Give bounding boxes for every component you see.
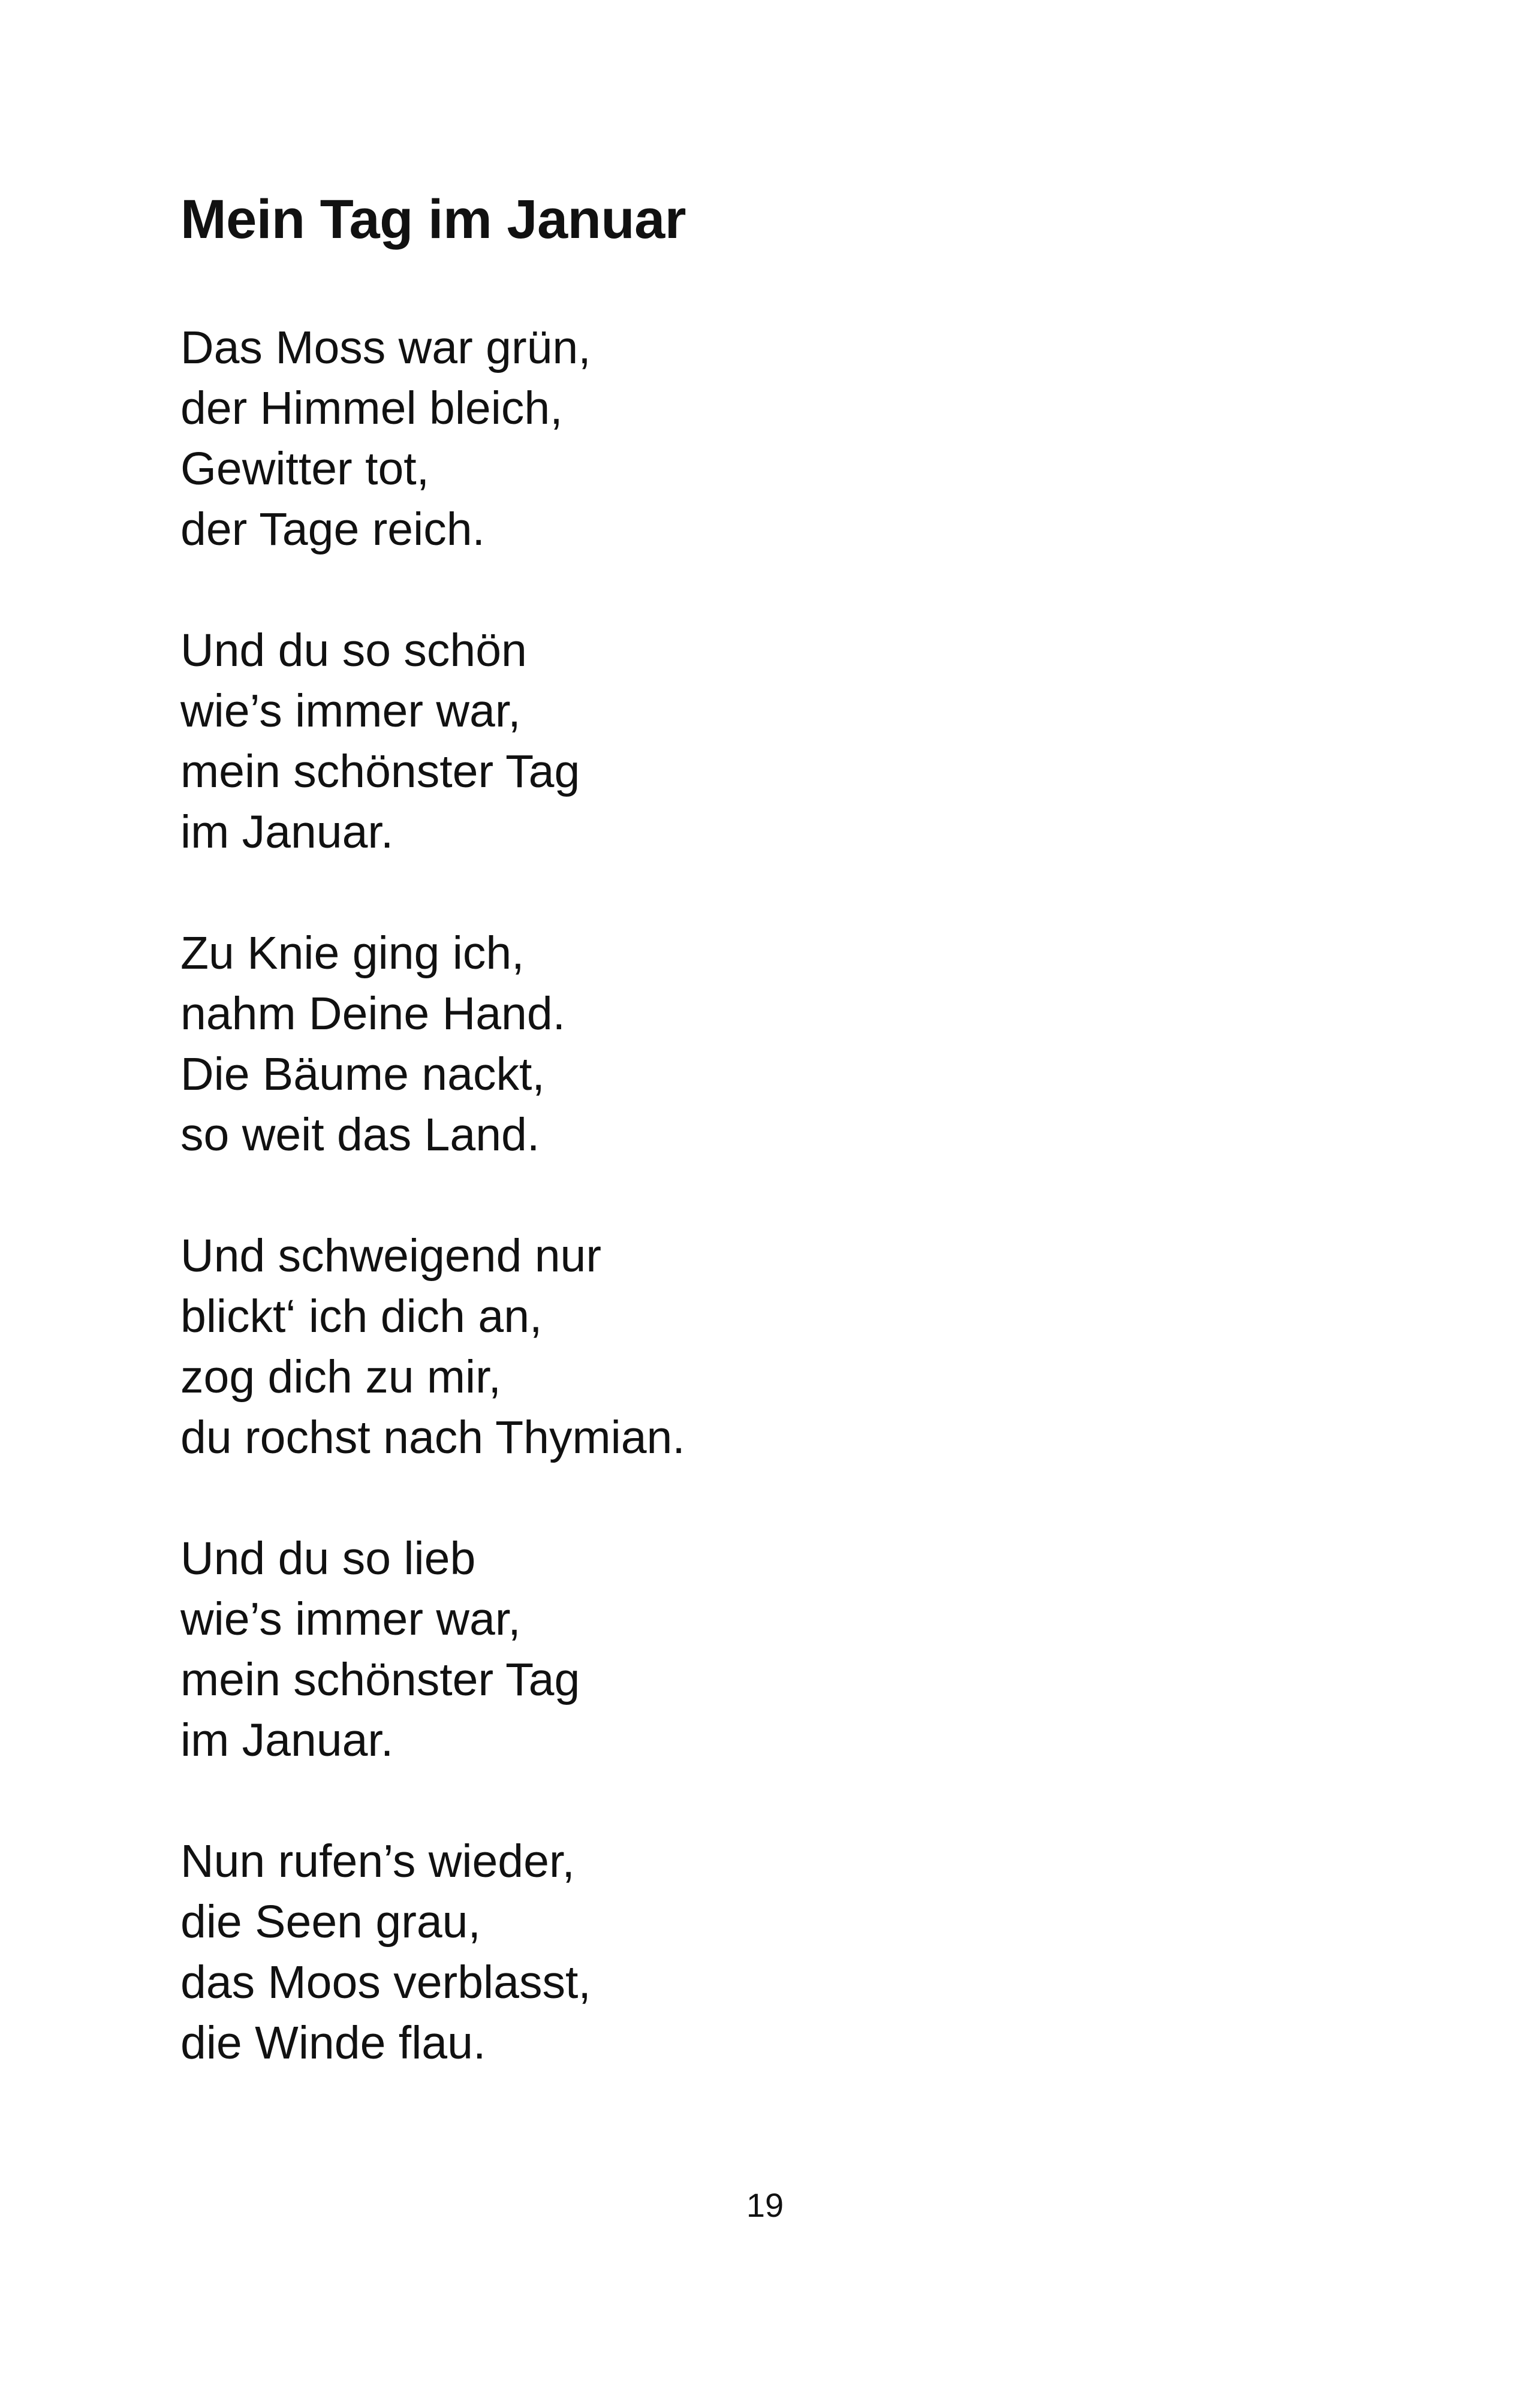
poem-line: im Januar. bbox=[180, 806, 394, 858]
poem-body bbox=[180, 318, 685, 2074]
poem-line: Zu Knie ging ich, bbox=[180, 927, 525, 979]
poem-line: die Winde flau. bbox=[180, 2017, 486, 2069]
poem-line: blickt‘ ich dich an, bbox=[180, 1291, 543, 1342]
poem-line: Das Moss war grün, bbox=[180, 322, 591, 373]
poem-line: der Tage reich. bbox=[180, 504, 485, 555]
stanza-4 bbox=[180, 1226, 685, 1468]
poem-line: Die Bäume nackt, bbox=[180, 1048, 545, 1100]
stanza-3 bbox=[180, 923, 685, 1165]
poem-line: du rochst nach Thymian. bbox=[180, 1412, 685, 1463]
poem-title: Mein Tag im Januar bbox=[180, 189, 686, 250]
poem-line: Und schweigend nur bbox=[180, 1230, 601, 1282]
poem-line: der Himmel bleich, bbox=[180, 382, 563, 434]
poem-line: wie’s immer war, bbox=[180, 685, 521, 737]
poem-line: mein schönster Tag bbox=[180, 746, 580, 797]
poem-line: im Januar. bbox=[180, 1714, 394, 1766]
page-number: 19 bbox=[746, 2186, 784, 2224]
poem-line: so weit das Land. bbox=[180, 1109, 540, 1161]
poem-line: Und du so schön bbox=[180, 625, 527, 676]
poem-line: Nun rufen’s wieder, bbox=[180, 1836, 575, 1887]
poem-line: zog dich zu mir, bbox=[180, 1351, 501, 1403]
poem-line: mein schönster Tag bbox=[180, 1654, 580, 1705]
poem-line: das Moos verblasst, bbox=[180, 1957, 591, 2008]
stanza-6 bbox=[180, 1831, 685, 2074]
poem-line: die Seen grau, bbox=[180, 1896, 481, 1948]
stanza-5 bbox=[180, 1529, 685, 1771]
stanza-1 bbox=[180, 318, 685, 560]
poem-line: Und du so lieb bbox=[180, 1533, 476, 1584]
poem-line: nahm Deine Hand. bbox=[180, 988, 566, 1039]
poem-line: wie’s immer war, bbox=[180, 1593, 521, 1645]
poem-line: Gewitter tot, bbox=[180, 443, 430, 495]
stanza-2 bbox=[180, 620, 685, 863]
